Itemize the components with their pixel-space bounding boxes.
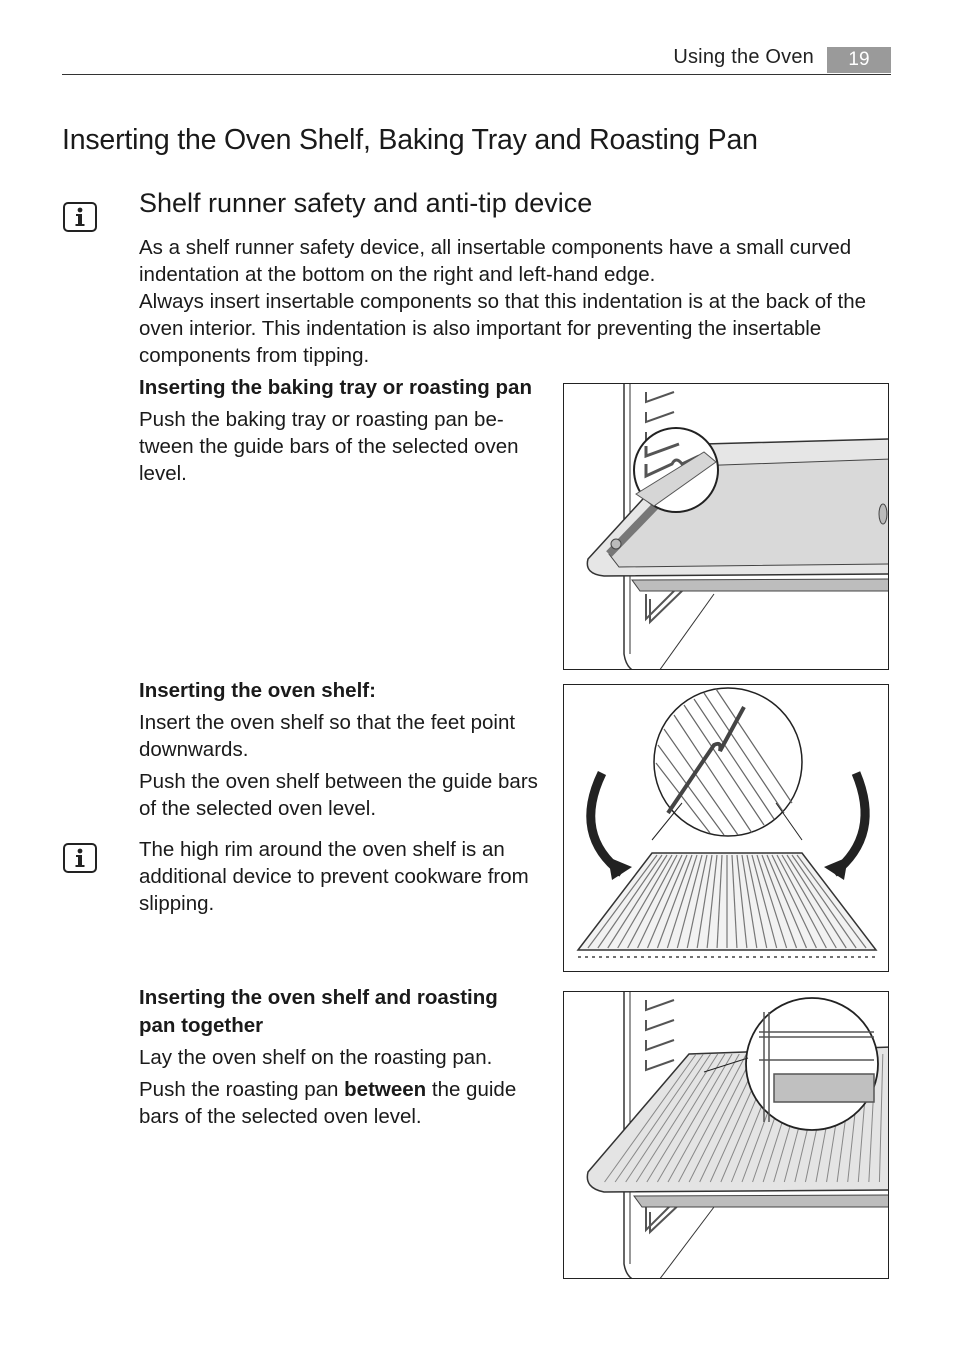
figure-baking-tray [563,383,889,670]
header-section-title: Using the Oven [673,46,814,68]
together-text-2-before: Push the roasting pan [139,1078,345,1101]
tray-section [139,374,539,487]
section-heading-safety: Shelf runner safety and anti-tip device [139,188,593,218]
info-icon [63,843,97,873]
safety-paragraph-2: Always insert insertable components so that this indentation is at the back of the oven interior. This indentation is also important for preventing the insertable components from tipping. [139,290,867,367]
together-text-1: Lay the oven shelf on the roasting pan. [139,1046,493,1069]
together-text-2-bold: between [344,1078,427,1101]
info-icon [63,202,97,232]
page-title: Inserting the Oven Shelf, Baking Tray and Roasting Pan [62,124,758,156]
page-number: 19 [827,47,891,73]
together-heading: Inserting the oven shelf and roasting pan together [139,986,498,1037]
shelf-text-2: Push the oven shelf between the guide bars of the selected oven level. [139,770,538,820]
safety-paragraph-1: As a shelf runner safety device, all insertable components have a small curved indentation at the bottom on the right and left-hand edge. [139,236,852,286]
shelf-text-1: Insert the oven shelf so that the feet point downwards. [139,711,516,761]
together-text-2 [139,1076,539,1130]
shelf-note: The high rim around the oven shelf is an additional device to prevent cookware from slipping. [139,838,529,915]
header-divider [62,74,891,75]
together-section [139,984,539,1130]
shelf-heading: Inserting the oven shelf: [139,679,376,702]
together-text-2-after: the guide bars of the selected oven level. [139,1078,517,1128]
safety-text-block [139,234,891,369]
tray-heading: Inserting the baking tray or roasting pan [139,376,532,399]
shelf-section [139,677,549,822]
figure-oven-shelf [563,684,889,972]
figure-shelf-and-pan [563,991,889,1279]
tray-text: Push the baking tray or roasting pan be-tween the guide bars of the selected oven level. [139,408,519,485]
